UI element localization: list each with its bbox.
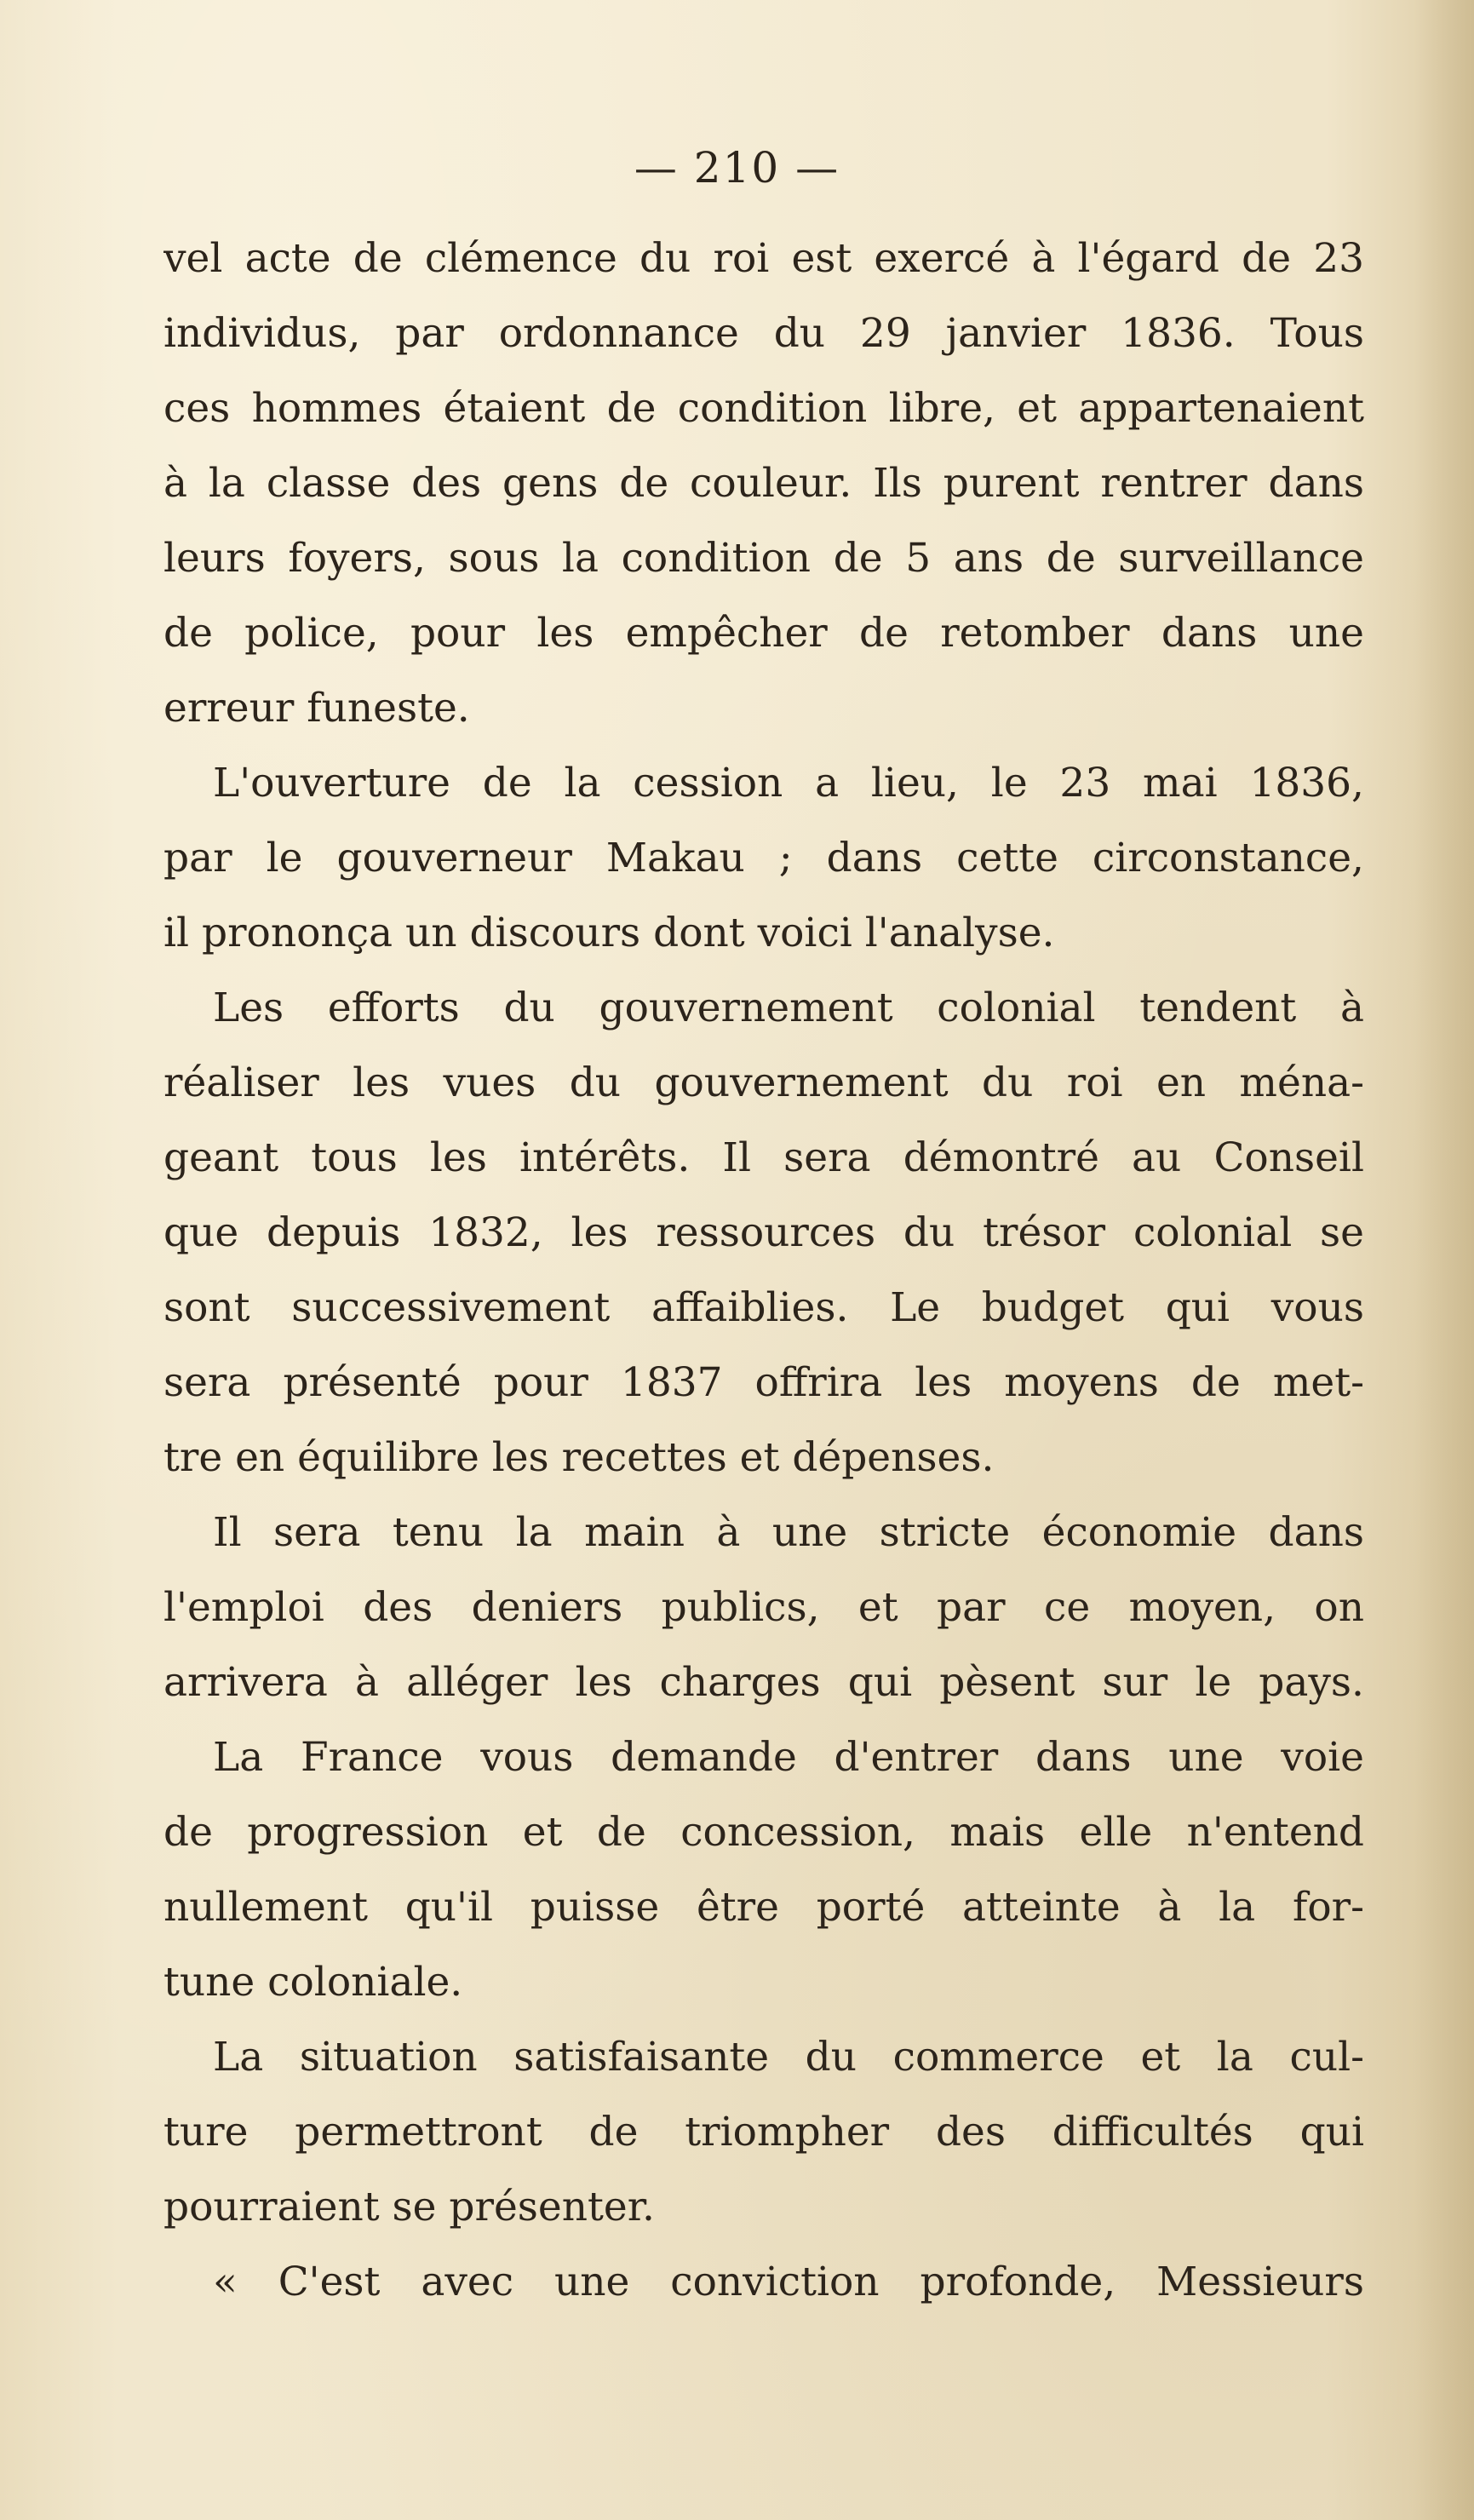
- text-line: de progression et de concession, mais elle n'entend: [163, 1809, 1364, 1856]
- text-line: tune coloniale.: [163, 1959, 463, 2006]
- text-line: arrivera à alléger les charges qui pèsent sur le pays.: [163, 1659, 1364, 1706]
- page-edge-shadow: [1414, 0, 1474, 2520]
- text-line: ces hommes étaient de condition libre, et appartenaient: [163, 385, 1364, 432]
- text-line: geant tous les intérêts. Il sera démontré au Conseil: [163, 1134, 1364, 1181]
- text-line: de police, pour les empêcher de retomber dans une: [163, 610, 1364, 657]
- text-line: par le gouverneur Makau ; dans cette circonstance,: [163, 835, 1364, 881]
- body-text: [163, 221, 1364, 2320]
- paragraph-start-line: Les efforts du gouvernement colonial tendent à: [213, 984, 1364, 1031]
- text-line: sont successivement affaiblies. Le budget qui vous: [163, 1284, 1364, 1331]
- text-line: individus, par ordonnance du 29 janvier 1836. Tous: [163, 310, 1364, 357]
- text-line: l'emploi des deniers publics, et par ce moyen, on: [163, 1584, 1364, 1631]
- page-number: — 210 —: [634, 143, 840, 192]
- text-line: vel acte de clémence du roi est exercé à l'égard de 23: [163, 235, 1364, 282]
- text-line: à la classe des gens de couleur. Ils purent rentrer dans: [163, 460, 1364, 507]
- text-line: sera présenté pour 1837 offrira les moyens de met-: [163, 1359, 1364, 1406]
- text-line: que depuis 1832, les ressources du trésor colonial se: [163, 1209, 1364, 1256]
- text-line: ture permettront de triompher des difficultés qui: [163, 2109, 1364, 2155]
- text-line: erreur funeste.: [163, 685, 470, 732]
- paragraph-start-line: Il sera tenu la main à une stricte économie dans: [213, 1509, 1364, 1556]
- text-line: réaliser les vues du gouvernement du roi en ména-: [163, 1059, 1364, 1106]
- paragraph-start-line: « C'est avec une conviction profonde, Messieurs: [213, 2259, 1364, 2305]
- paragraph-start-line: La France vous demande d'entrer dans une voie: [213, 1734, 1364, 1781]
- paragraph-start-line: La situation satisfaisante du commerce et la cul-: [213, 2034, 1364, 2081]
- text-line: pourraient se présenter.: [163, 2184, 655, 2230]
- text-line: leurs foyers, sous la condition de 5 ans de surveillance: [163, 535, 1364, 582]
- paragraph-start-line: L'ouverture de la cession a lieu, le 23 mai 1836,: [213, 760, 1364, 807]
- text-line: nullement qu'il puisse être porté atteinte à la for-: [163, 1884, 1364, 1931]
- text-line: tre en équilibre les recettes et dépenses.: [163, 1434, 995, 1481]
- text-line: il prononça un discours dont voici l'analyse.: [163, 910, 1055, 956]
